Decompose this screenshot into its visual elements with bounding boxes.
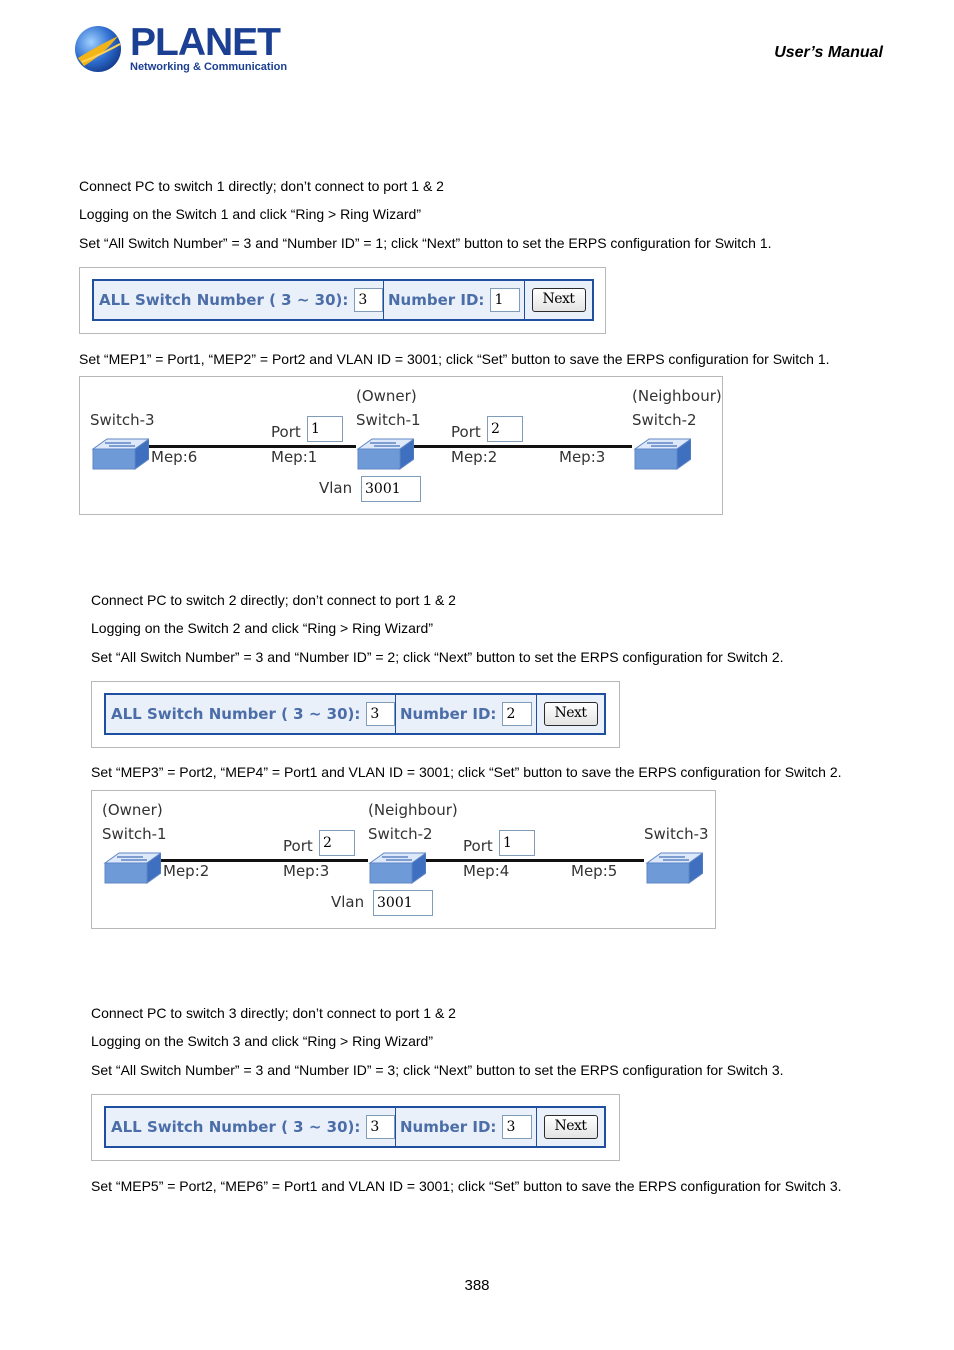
ring-topology-diagram	[79, 376, 723, 515]
mep-label: Mep:1	[271, 448, 318, 466]
switch-icon	[91, 437, 149, 471]
mep-label: Mep:2	[451, 448, 498, 466]
planet-logo	[74, 21, 288, 78]
switch-number-label: ALL Switch Number ( 3 ~ 30):	[111, 1118, 361, 1136]
ring-wizard-panel	[91, 681, 620, 748]
step-text: Logging on the Switch 2 and click “Ring > Ring Wizard”	[91, 620, 434, 636]
left-port-label: Port	[271, 423, 301, 441]
left-switch-name: Switch-3	[90, 411, 155, 429]
next-cell	[537, 695, 604, 733]
next-button[interactable]: Next	[532, 288, 586, 312]
switch-number-input[interactable]: 3	[366, 1115, 395, 1139]
mep-instruction: Set “MEP3” = Port2, “MEP4” = Port1 and VLAN ID = 3001; click “Set” button to save the ERPS configuration for Switch 2.	[91, 764, 842, 780]
mep-right-port-input[interactable]: 1	[499, 830, 535, 856]
left-port-label: Port	[283, 837, 313, 855]
number-id-input[interactable]: 3	[502, 1115, 532, 1139]
mep-label: Mep:2	[163, 862, 210, 880]
ring-wizard-panel	[79, 267, 606, 334]
number-id-input[interactable]: 1	[490, 288, 520, 312]
vlan-input[interactable]: 3001	[361, 476, 421, 502]
switch-number-cell	[106, 1108, 396, 1146]
mep-label: Mep:4	[463, 862, 510, 880]
ring-wizard-panel	[91, 1094, 620, 1161]
number-id-cell	[396, 1108, 537, 1146]
right-switch-name: Switch-2	[632, 411, 697, 429]
center-switch-role: (Owner)	[356, 387, 417, 405]
switch-number-label: ALL Switch Number ( 3 ~ 30):	[99, 291, 349, 309]
mep-instruction: Set “MEP5” = Port2, “MEP6” = Port1 and VLAN ID = 3001; click “Set” button to save the ERPS configuration for Switch 3.	[91, 1178, 842, 1194]
right-switch-role: (Neighbour)	[632, 387, 722, 405]
center-switch-name: Switch-1	[356, 411, 421, 429]
number-id-cell	[396, 695, 537, 733]
switch-number-input[interactable]: 3	[366, 702, 395, 726]
brand-tagline: Networking & Communication	[130, 61, 288, 73]
step-text: Set “All Switch Number” = 3 and “Number ID” = 2; click “Next” button to set the ERPS configuration for Switch 2.	[91, 649, 784, 665]
switch-number-label: ALL Switch Number ( 3 ~ 30):	[111, 705, 361, 723]
brand-name: PLANET	[130, 21, 280, 64]
mep-label: Mep:5	[571, 862, 618, 880]
right-switch-name: Switch-3	[644, 825, 709, 843]
next-cell	[537, 1108, 604, 1146]
mep-left-port-input[interactable]: 1	[307, 416, 343, 442]
left-switch-name: Switch-1	[102, 825, 167, 843]
right-port-label: Port	[463, 837, 493, 855]
ring-wizard-bar	[92, 279, 594, 321]
next-button[interactable]: Next	[544, 702, 598, 726]
mep-label: Mep:6	[151, 448, 198, 466]
mep-left-port-input[interactable]: 2	[319, 830, 355, 856]
vlan-input[interactable]: 3001	[373, 890, 433, 916]
step-text: Connect PC to switch 3 directly; don’t connect to port 1 & 2	[91, 1005, 456, 1021]
center-switch-name: Switch-2	[368, 825, 433, 843]
next-button[interactable]: Next	[544, 1115, 598, 1139]
center-switch-role: (Neighbour)	[368, 801, 458, 819]
left-switch-role: (Owner)	[102, 801, 163, 819]
vlan-label: Vlan	[331, 893, 365, 911]
globe-icon	[74, 22, 126, 76]
switch-icon	[368, 851, 426, 885]
number-id-input[interactable]: 2	[502, 702, 532, 726]
switch-icon	[633, 437, 691, 471]
mep-label: Mep:3	[283, 862, 330, 880]
ring-wizard-bar	[104, 1106, 606, 1148]
step-text: Set “All Switch Number” = 3 and “Number ID” = 1; click “Next” button to set the ERPS configuration for Switch 1.	[79, 235, 772, 251]
step-text: Set “All Switch Number” = 3 and “Number ID” = 3; click “Next” button to set the ERPS configuration for Switch 3.	[91, 1062, 784, 1078]
vlan-label: Vlan	[319, 479, 353, 497]
number-id-label: Number ID:	[400, 705, 497, 723]
number-id-cell	[384, 281, 525, 319]
switch-icon	[645, 851, 703, 885]
manual-title: User’s Manual	[774, 44, 883, 61]
switch-number-cell	[106, 695, 396, 733]
step-text: Connect PC to switch 1 directly; don’t connect to port 1 & 2	[79, 178, 444, 194]
step-text: Logging on the Switch 3 and click “Ring > Ring Wizard”	[91, 1033, 434, 1049]
step-text: Logging on the Switch 1 and click “Ring > Ring Wizard”	[79, 206, 422, 222]
number-id-label: Number ID:	[400, 1118, 497, 1136]
mep-instruction: Set “MEP1” = Port1, “MEP2” = Port2 and VLAN ID = 3001; click “Set” button to save the ERPS configuration for Switch 1.	[79, 351, 830, 367]
switch-number-input[interactable]: 3	[354, 288, 383, 312]
switch-icon	[356, 437, 414, 471]
ring-topology-diagram	[91, 790, 716, 929]
switch-icon	[103, 851, 161, 885]
mep-right-port-input[interactable]: 2	[487, 416, 523, 442]
switch-number-cell	[94, 281, 384, 319]
right-port-label: Port	[451, 423, 481, 441]
number-id-label: Number ID:	[388, 291, 485, 309]
step-text: Connect PC to switch 2 directly; don’t connect to port 1 & 2	[91, 592, 456, 608]
page-number: 388	[464, 1277, 490, 1294]
mep-label: Mep:3	[559, 448, 606, 466]
next-cell	[525, 281, 592, 319]
ring-wizard-bar	[104, 693, 606, 735]
